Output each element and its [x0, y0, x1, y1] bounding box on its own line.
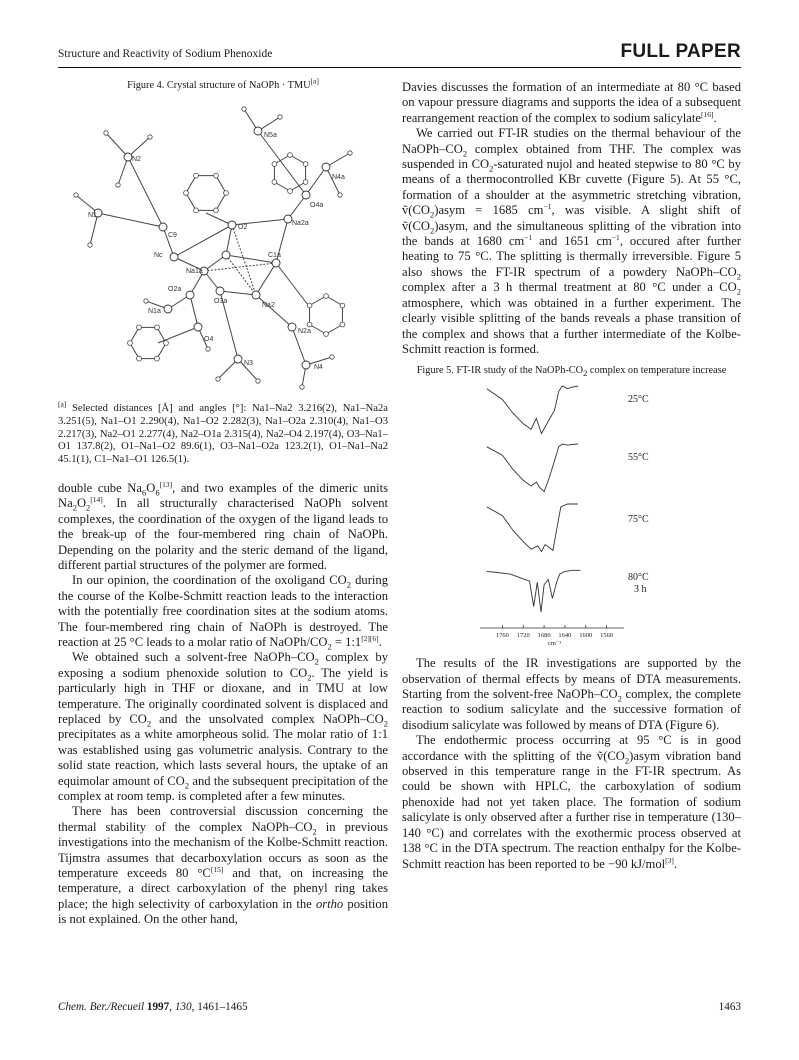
section-label: FULL PAPER	[620, 41, 741, 62]
left-paragraph-2: In our opinion, the coordination of the oxoligand $CO_2$ during the course of the Kolbe-Schmitt reaction leads to the interaction with the potentially free coordination sites at the sodium atoms. The four-membered ring chain of NaOPh is destroyed. The reaction at 25 °C leads to a molar ratio of NaOPh/$CO_2$ = 1:1[2][6].	[58, 573, 388, 652]
atom-label-na2a: Na2a	[292, 219, 309, 227]
figure4-caption: Figure 4. Crystal structure of NaOPh · TMU[a]	[127, 76, 319, 91]
x-tick-label: 1640	[558, 631, 572, 639]
figure4-crystal-structure	[58, 95, 388, 395]
left-paragraph-4: There has been controversial discussion concerning the thermal stability of the complex NaOPh–$CO_2$ in previous investigations into the mechanism of the Kolbe-Schmitt reaction. Tijmstra assumes that decarboxylation occurs as soon as the temperature exceeds 80 °C[15] and that, on increasing the temperature, a direct carboxylation of the phenyl ring takes place; the high selectivity of carboxylation in the ortho position is not explained. On the other hand,	[58, 804, 388, 927]
atom-label-na2: Na2	[262, 301, 275, 309]
series-label: 3 h	[634, 583, 647, 595]
series-label: 75°C	[628, 513, 649, 525]
figure5-caption: Figure 5. FT-IR study of the NaOPh-$CO_2$ complex on temperature increase	[416, 365, 727, 379]
x-tick-label: 1680	[537, 631, 551, 639]
atom-label-n1: N1	[88, 211, 97, 219]
page-number: 1463	[718, 1001, 741, 1013]
atom-label-n4a: N4a	[332, 173, 345, 181]
ir-series-line	[487, 504, 578, 552]
ir-series-line	[487, 570, 581, 612]
atom-label-n2: N2	[132, 155, 141, 163]
left-paragraph-1: double cube $Na_6O_6[13]$, and two examples of the dimeric units $Na_2O_2[14]$. In all structurally characterised NaOPh solvent complexes, the coordination of the oxygen of the ligand leads to the break-up of the four-membered ring chain of NaOPh. Depending on the polarity and the steric demand of the ligand, different partial structures of the polymer are formed.	[58, 479, 389, 572]
x-tick-label: 1600	[579, 631, 593, 639]
series-label: 55°C	[628, 451, 649, 463]
x-tick-label: 1760	[495, 631, 509, 639]
series-label: 80°C	[628, 571, 649, 583]
right-column	[402, 80, 741, 872]
atom-label-n3: N3	[244, 359, 253, 367]
series-label: 25°C	[628, 393, 649, 405]
figure4-atoms	[74, 106, 352, 388]
atom-label-n5a: N5a	[264, 131, 277, 139]
atom-label-n4: N4	[314, 363, 323, 371]
x-axis-label: cm⁻¹	[547, 639, 562, 646]
right-paragraph-3: The results of the IR investigations are supported by the observation of thermal effects by means of DTA measurements. Starting from the solvent-free NaOPh–$CO_2$ complex, the complete reaction to sodium salicylate and the successive formation of disodium salicylate was followed by means of DTA (Figure 6).	[402, 656, 741, 732]
atom-label-na1a: Na1a	[186, 267, 203, 275]
figure5-series-labels	[628, 394, 649, 595]
atom-label-o2a: O2a	[168, 285, 182, 293]
atom-label-o4a: O4a	[310, 201, 324, 209]
figure5-x-axis	[480, 625, 624, 646]
running-head: Structure and Reactivity of Sodium Phenoxide	[58, 48, 273, 60]
ir-series-line	[487, 444, 578, 492]
ir-series-line	[487, 386, 578, 434]
x-tick-label: 1720	[516, 631, 530, 639]
atom-label-nc: Nc	[154, 251, 163, 259]
figure5-series-lines	[487, 386, 581, 612]
atom-label-o3a: O3a	[214, 297, 228, 305]
x-tick-label: 1560	[600, 631, 614, 639]
atom-label-o2: O2	[238, 223, 248, 231]
left-column	[58, 76, 389, 928]
atom-label-o4: O4	[204, 335, 214, 343]
atom-label-c9: C9	[168, 231, 177, 239]
left-paragraph-3: We obtained such a solvent-free NaOPh–$CO_2$ complex by exposing a sodium phenoxide solution to $CO_2$. The yield is particularly high in THF or dioxane, and in TMU at low temperature. The originally coordinated solvent is displaced and replaced by $CO_2$ and the unsolvated complex NaOPh–$CO_2$ precipitates as a white amorpheous solid. The molar ratio of 1:1 was established using gas volumetric analysis. Contrary to the solid state reaction, which lasts several hours, the uptake of an equimolar amount of $CO_2$ and the subsequent precipitation of the complex at room temp. is completed after a few minutes.	[58, 650, 388, 804]
right-paragraph-1: Davies discusses the formation of an intermediate at 80 °C based on vapour pressure diagrams and supports the idea of a subsequent rearrangement reaction of the complex to sodium salicylate[16].	[402, 80, 741, 125]
figure4-bonds	[76, 109, 350, 387]
atom-label-c1a: C1a	[268, 251, 281, 259]
figure5-ir-chart	[402, 380, 741, 646]
page-header	[58, 41, 741, 68]
right-paragraph-2: We carried out FT-IR studies on the thermal behaviour of the NaOPh–$CO_2$ complex obtained from THF. The complex was suspended in $CO_2$-saturated nujol and heated stepwise to 80 °C by means of a thermocontrolled KBr cuvette (Figure 5). At 55 °C, formation of a shoulder at the asymmetric stretching vibration, $ṽ(CO_2)asym = 1685$ $cm^{-1}$, was visible. A slight shift of $ṽ(CO_2)asym$, and the simultaneous splitting of the vibration into the bands at 1680 $cm^{-1}$ and 1651 $cm^{-1}$, occured after further heating to 75 °C. The splitting is thermally irreversible. Figure 5 also shows the FT-IR spectrum of a powdery NaOPh–$CO_2$ complex after a 3 h thermal treatment at 80 °C under a $CO_2$ atmosphere, which was obtained in a further experiment. The clearly visible splitting of the bands reveals a phase transition of the complex and shows that a further intermediate of the Kolbe-Schmitt reaction is formed.	[402, 126, 742, 356]
figure4-atom-labels	[88, 132, 345, 371]
figure4-note: [a] Selected distances [Å] and angles [°]: Na1–Na2 3.216(2), Na1–Na2a 3.251(5), Na1–O1 2.290(4), Na1–O2 2.282(3), Na1–O2a 2.310(4), Na1–O3 2.217(3), Na2–O1 2.277(4), Na2–O1a 2.315(4), Na2–O4 2.197(4), O3–Na1–O1 137.8(2), O1–Na1–O2 89.6(1), O3–Na1–O2a 123.2(1), O1–Na1–Na2 45.1(1), C1–Na1–O1 126.5(1).	[58, 399, 389, 466]
atom-label-n2a: N2a	[298, 327, 311, 335]
right-paragraph-4: The endothermic process occurring at 95 °C is in good accordance with the splitting of the $ṽ(CO_2)asym$ vibration band observed in this temperature range in the FT-IR spectrum. As could be shown with HPLC, the carboxylation of sodium phenoxide had not yet taken place. The formation of sodium salicylate is only observed after a further rise in temperature (130–140 °C) and correlates with the exothermic process observed at 138 °C in the DTA spectrum. The reaction enthalpy for the Kolbe-Schmitt reaction has been reported to be −90 kJ/mol[3].	[402, 733, 741, 871]
journal-citation: Chem. Ber./Recueil 1997, 130, 1461–1465	[58, 1001, 248, 1013]
atom-label-n1a: N1a	[148, 307, 161, 315]
